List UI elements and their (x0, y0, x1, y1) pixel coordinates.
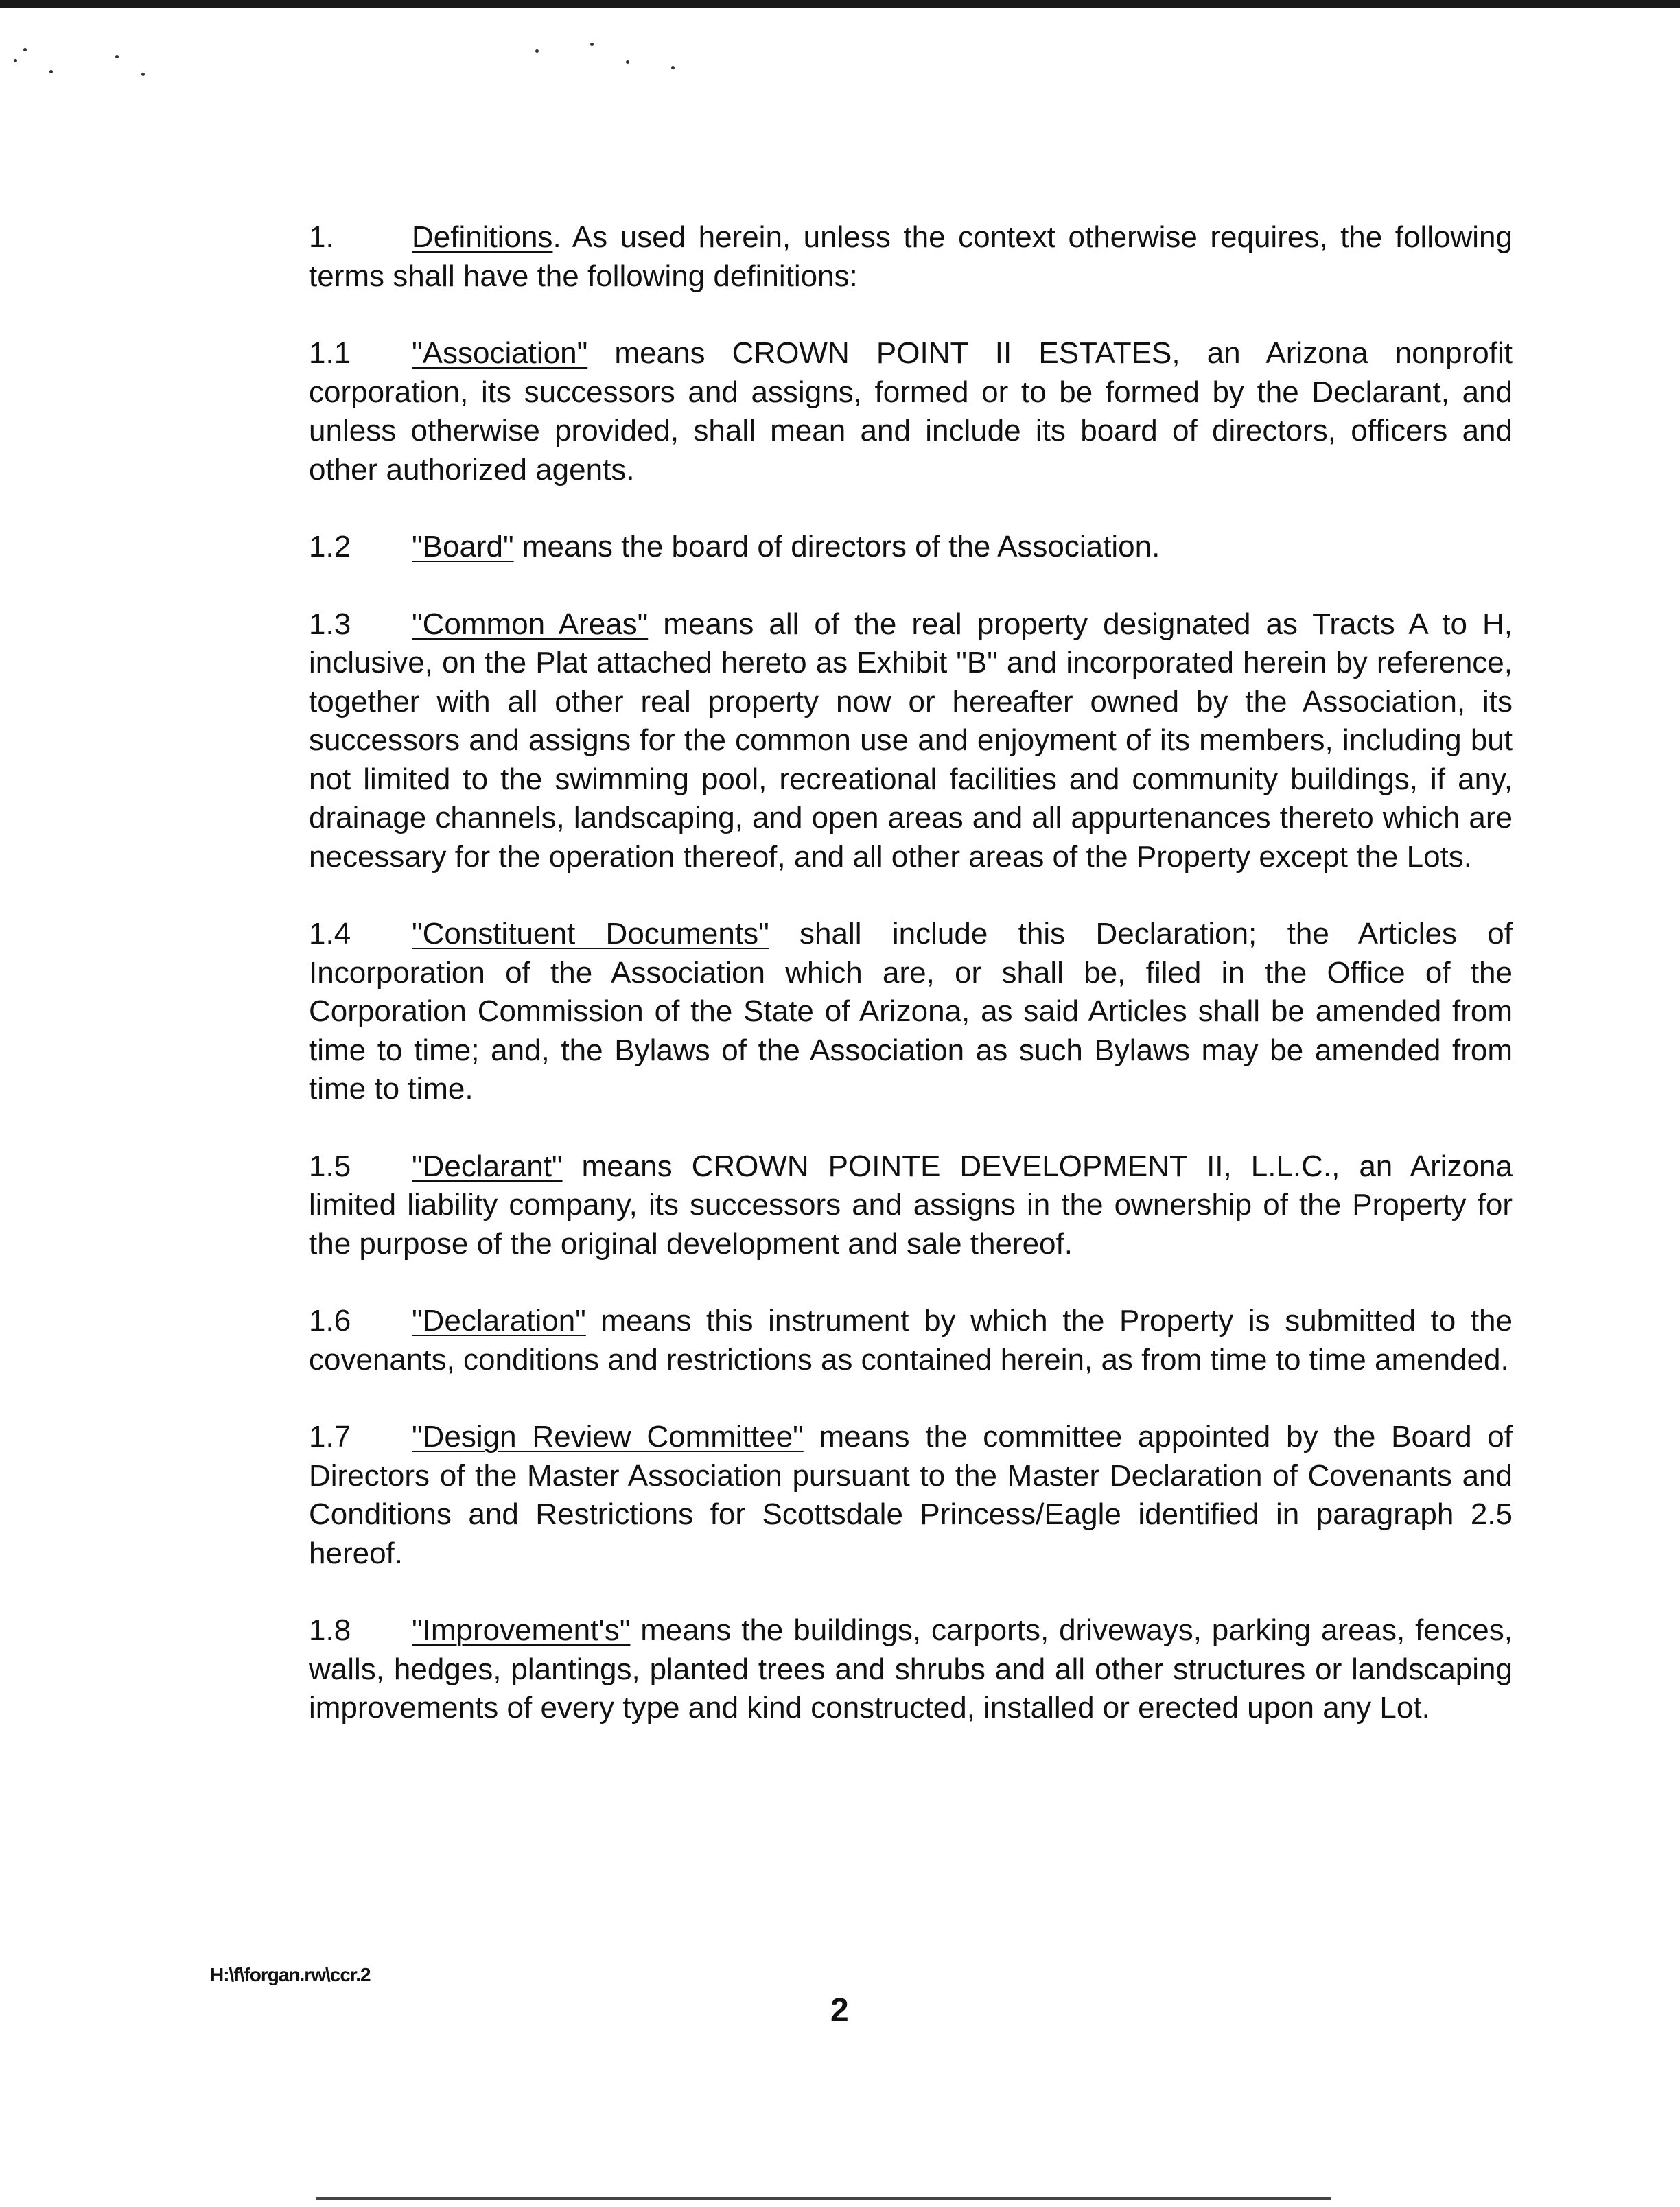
section-number: 1. (309, 220, 334, 254)
definition-number: 1.7 (309, 1420, 351, 1453)
definition-1-7 (209, 1418, 1513, 1573)
scan-speck (535, 49, 539, 53)
section-intro-text: . As used herein, unless the context otherwise requires, the following terms shall have the following definitions: (309, 220, 1513, 293)
definition-number: 1.1 (309, 336, 351, 370)
definition-text: means the buildings, carports, driveways, parking areas, fences, walls, hedges, plantings, planted trees and shrubs and all other structures or landscaping improvements of every type and kind constructed, installed or erected upon any Lot. (309, 1613, 1513, 1725)
definition-1-5 (209, 1147, 1513, 1264)
scan-speck (590, 43, 594, 46)
definition-1-2 (209, 528, 1513, 567)
definition-text: means the board of directors of the Association. (513, 530, 1160, 563)
scan-bottom-border (316, 2197, 1331, 2200)
definition-number: 1.5 (309, 1149, 351, 1183)
footer-file-path: H:\f\forgan.rw\ccr.2 (210, 1964, 371, 1985)
definition-1-1 (209, 334, 1513, 489)
definition-number: 1.8 (309, 1613, 351, 1647)
definition-1-3 (209, 605, 1513, 877)
definition-text: means CROWN POINT II ESTATES, an Arizona nonprofit corporation, its successors and assigns, formed or to be formed by the Declarant, and unless otherwise provided, shall mean and include its board of directors, officers and other authorized agents. (309, 336, 1513, 487)
section-intro (209, 218, 1513, 296)
definition-number: 1.4 (309, 917, 351, 950)
definition-term: "Association" (412, 336, 588, 370)
scan-speck (14, 59, 17, 62)
definition-term: "Constituent Documents" (412, 917, 769, 950)
scan-speck (115, 55, 119, 58)
scan-speck (23, 48, 27, 51)
definition-1-8 (209, 1611, 1513, 1728)
scan-speck (626, 60, 629, 64)
definition-term: "Declaration" (412, 1304, 586, 1338)
definition-term: "Design Review Committee" (412, 1420, 804, 1453)
definition-text: means this instrument by which the Property is submitted to the covenants, conditions and restrictions as contained herein, as from time to time amended. (309, 1304, 1513, 1377)
definition-term: "Declarant" (412, 1149, 563, 1183)
definition-term: "Board" (412, 530, 514, 563)
document-body (209, 218, 1513, 1766)
scan-speck (141, 73, 145, 76)
definition-1-4 (209, 915, 1513, 1109)
page-number: 2 (830, 1992, 849, 2029)
definition-term: "Improvement's" (412, 1613, 631, 1647)
definition-term: "Common Areas" (412, 607, 649, 641)
definition-number: 1.6 (309, 1304, 351, 1338)
definition-text: means CROWN POINTE DEVELOPMENT II, L.L.C., an Arizona limited liability company, its successors and assigns in the ownership of the Property for the purpose of the original development and sale thereof. (309, 1149, 1513, 1261)
definition-number: 1.2 (309, 530, 351, 563)
scan-top-border (0, 0, 1680, 8)
definition-text: means all of the real property designated as Tracts A to H, inclusive, on the Plat attached hereto as Exhibit "B" and incorporated herein by reference, together with all other real property now or hereafter owned by the Association, its successors and assigns for the common use and enjoyment of its members, including but not limited to the swimming pool, recreational facilities and community buildings, if any, drainage channels, landscaping, and open areas and all appurtenances thereto which are necessary for the operation thereof, and all other areas of the Property except the Lots. (309, 607, 1513, 874)
definition-text: shall include this Declaration; the Articles of Incorporation of the Association which are, or shall be, filed in the Office of the Corporation Commission of the State of Arizona, as said Articles shall be amended from time to time; and, the Bylaws of the Association as such Bylaws may be amended from time to time. (309, 917, 1513, 1106)
scan-speck (49, 70, 53, 73)
scan-speck (671, 66, 675, 69)
section-heading: Definitions (412, 220, 553, 254)
definition-1-6 (209, 1302, 1513, 1379)
definition-text: means the committee appointed by the Board of Directors of the Master Association pursuant to the Master Declaration of Covenants and Conditions and Restrictions for Scottsdale Princess/Eagle identified in paragraph 2.5 hereof. (309, 1420, 1513, 1570)
definition-number: 1.3 (309, 607, 351, 641)
